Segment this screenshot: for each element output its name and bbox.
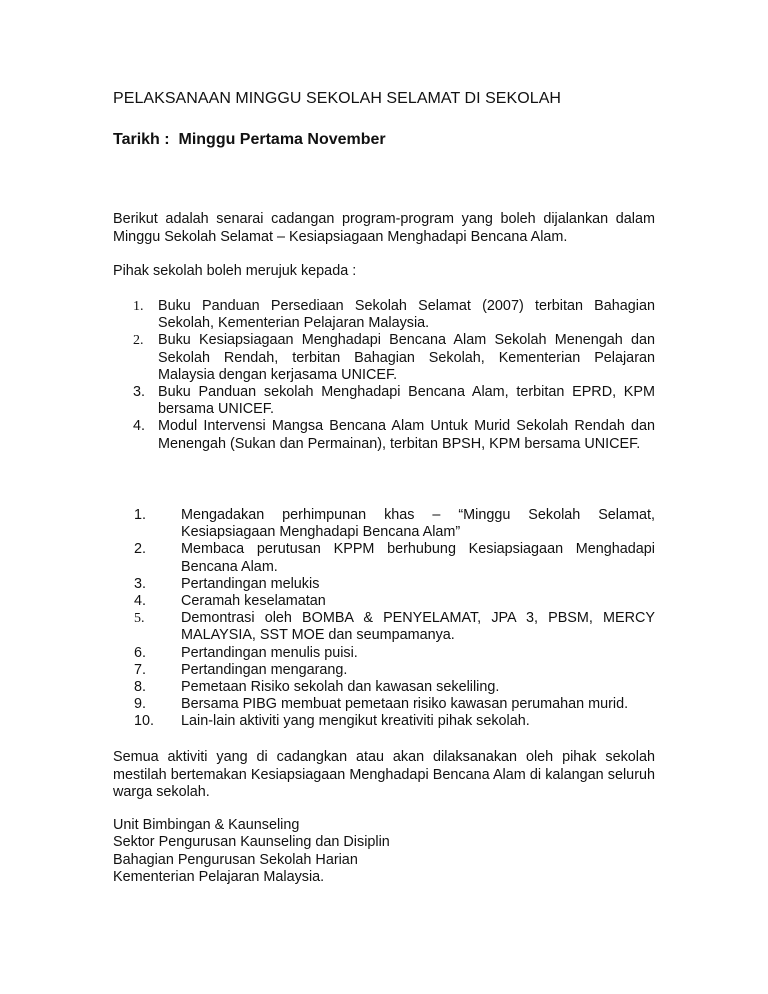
signature-line: Bahagian Pengurusan Sekolah Harian [113, 851, 358, 868]
activity-text: Membaca perutusan KPPM berhubung Kesiapsiagaan Menghadapi Bencana Alam. [181, 541, 655, 575]
reference-text: Modul Intervensi Mangsa Bencana Alam Untuk Murid Sekolah Rendah dan Menengah (Sukan dan Permainan), terbitan BPSH, KPM bersama UNICEF. [158, 418, 655, 452]
activity-text: Pertandingan menulis puisi. [181, 644, 358, 661]
intro-paragraph: Berikut adalah senarai cadangan program-program yang boleh dijalankan dalam Minggu Sekolah Selamat – Kesiapsiagaan Menghadapi Bencana Alam. [113, 211, 655, 245]
activity-item [134, 575, 655, 593]
signature-block [113, 817, 390, 886]
activity-item [134, 696, 655, 713]
document-title: PELAKSANAAN MINGGU SEKOLAH SELAMAT DI SEKOLAH [113, 90, 562, 107]
activity-number: 4. [134, 593, 147, 610]
activity-list [134, 507, 655, 731]
activity-item [134, 713, 655, 730]
activity-text: Pertandingan mengarang. [181, 661, 348, 678]
signature-line: Kementerian Pelajaran Malaysia. [113, 868, 325, 885]
reference-list [133, 298, 655, 453]
reference-text: Buku Kesiapsiagaan Menghadapi Bencana Alam Sekolah Menengah dan Sekolah Rendah, terbitan Bahagian Sekolah, Kementerian Pelajaran Malaysia dengan kerjasama UNICEF. [158, 332, 655, 383]
reference-number: 2. [133, 333, 144, 349]
activity-number: 2. [134, 541, 147, 558]
activity-text: Lain-lain aktiviti yang mengikut kreativiti pihak sekolah. [181, 713, 530, 730]
activity-number: 5. [134, 611, 145, 627]
activity-number: 10. [134, 713, 155, 730]
activity-text: Pertandingan melukis [181, 575, 320, 592]
reference-number: 1. [133, 299, 144, 314]
activity-number: 8. [134, 679, 147, 696]
reference-text: Buku Panduan Persediaan Sekolah Selamat (2007) terbitan Bahagian Sekolah, Kementerian Pelajaran Malaysia. [158, 298, 655, 332]
activity-number: 6. [134, 644, 147, 661]
activity-item [134, 541, 655, 575]
reference-heading: Pihak sekolah boleh merujuk kepada : [113, 263, 357, 279]
reference-item [133, 418, 655, 452]
activity-number: 7. [134, 661, 147, 678]
closing-paragraph: Semua aktiviti yang di cadangkan atau akan dilaksanakan oleh pihak sekolah mestilah bertemakan Kesiapsiagaan Menghadapi Bencana Alam di kalangan seluruh warga sekolah. [113, 749, 655, 800]
activity-text: Bersama PIBG membuat pemetaan risiko kawasan perumahan murid. [181, 696, 629, 713]
activity-text: Demontrasi oleh BOMBA & PENYELAMAT, JPA 3, PBSM, MERCY MALAYSIA, SST MOE dan seumpamanya. [181, 610, 655, 644]
activity-text: Ceramah keselamatan [181, 593, 326, 610]
reference-number: 4. [133, 418, 146, 435]
activity-number: 3. [134, 575, 147, 592]
signature-line: Sektor Pengurusan Kaunseling dan Disiplin [113, 834, 390, 851]
signature-line: Unit Bimbingan & Kaunseling [113, 817, 300, 833]
activity-item [134, 661, 655, 679]
activity-item [134, 507, 655, 541]
reference-number: 3. [133, 384, 146, 401]
reference-item [133, 384, 655, 418]
activity-item [134, 610, 655, 644]
activity-text: Mengadakan perhimpunan khas – “Minggu Sekolah Selamat, Kesiapsiagaan Menghadapi Bencana Alam” [181, 507, 655, 541]
activity-number: 1. [134, 507, 147, 523]
reference-text: Buku Panduan sekolah Menghadapi Bencana Alam, terbitan EPRD, KPM bersama UNICEF. [158, 384, 655, 418]
activity-number: 9. [134, 696, 147, 713]
reference-item [133, 298, 655, 332]
activity-item [134, 593, 655, 610]
activity-item [134, 644, 655, 662]
activity-text: Pemetaan Risiko sekolah dan kawasan sekeliling. [181, 679, 500, 696]
date-line: Tarikh : Minggu Pertama November [113, 131, 386, 148]
reference-item [133, 332, 655, 384]
activity-item [134, 679, 655, 696]
